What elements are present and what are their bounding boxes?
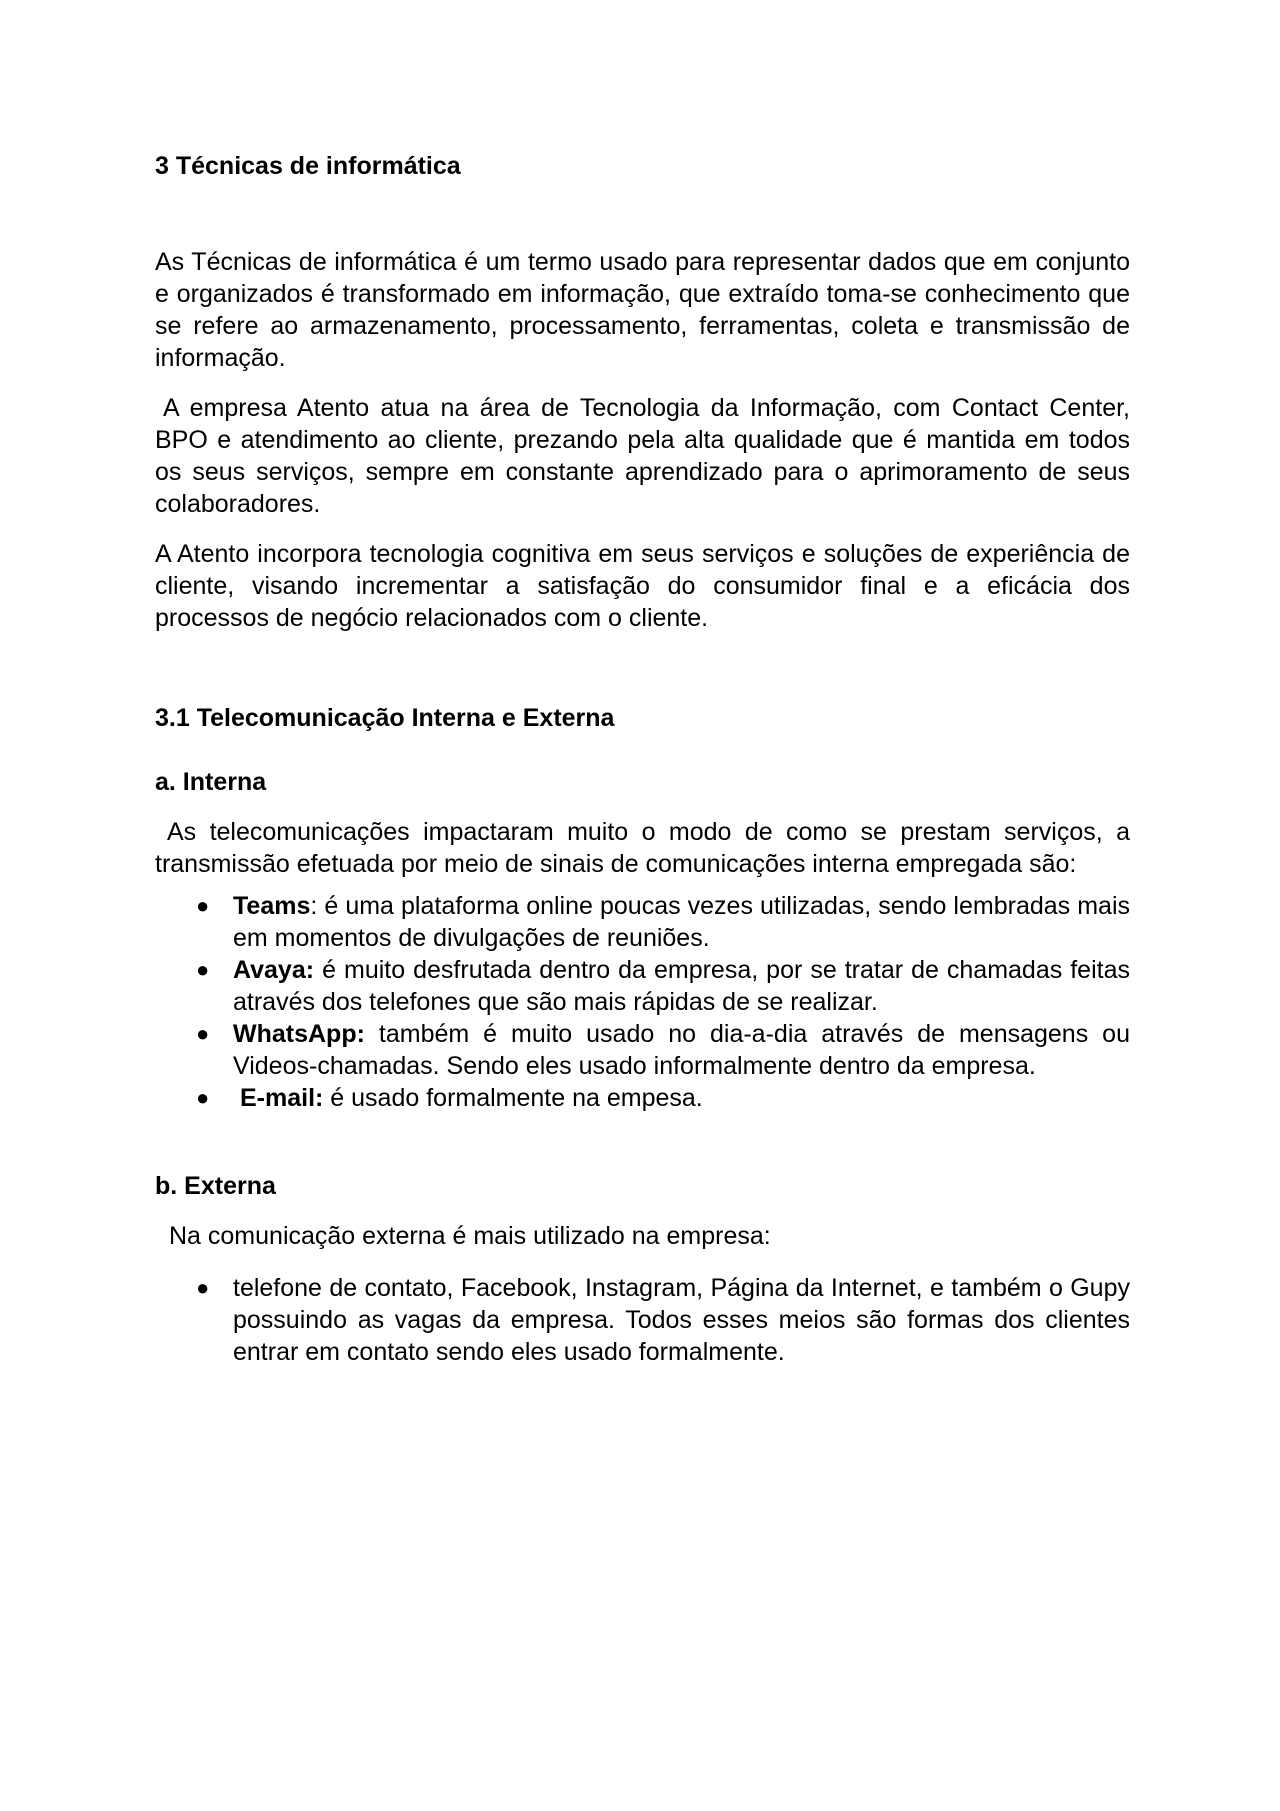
document-page [155, 150, 1130, 1368]
subsection-title: 3.1 Telecomunicação Interna e Externa [155, 704, 615, 732]
list-item [155, 1082, 1130, 1114]
item-term: E-mail: [240, 1084, 324, 1112]
bullet-icon: ● [196, 1021, 210, 1046]
external-intro: Na comunicação externa é mais utilizado na empresa: [169, 1222, 771, 1250]
item-term: WhatsApp: [233, 1020, 365, 1048]
item-term: Avaya: [233, 956, 315, 984]
bullet-icon: ● [196, 957, 210, 982]
item-text: : é uma plataforma online poucas vezes utilizadas, sendo lembradas mais em momentos de divulgações de reuniões. [233, 892, 1130, 952]
item-term: Teams [233, 892, 311, 920]
internal-intro: As telecomunicações impactaram muito o modo de como se prestam serviços, a transmissão efetuada por meio de sinais de comunicações interna empregada são: [155, 818, 1130, 878]
internal-list [155, 890, 1130, 1114]
paragraph-atento-company: A empresa Atento atua na área de Tecnologia da Informação, com Contact Center, BPO e atendimento ao cliente, prezando pela alta qualidade que é mantida em todos os seus serviços, sempre em constante aprendizado para o aprimoramento de seus colaboradores. [155, 394, 1130, 518]
bullet-icon: ● [196, 893, 210, 918]
bullet-icon: ● [196, 1085, 210, 1110]
item-text: também é muito usado no dia-a-dia através de mensagens ou Videos-chamadas. Sendo eles usado informalmente dentro da empresa. [233, 1020, 1130, 1080]
internal-heading: a. Interna [155, 768, 267, 796]
item-text: é muito desfrutada dentro da empresa, por se tratar de chamadas feitas através dos telefones que são mais rápidas de se realizar. [233, 956, 1130, 1016]
external-heading: b. Externa [155, 1172, 276, 1200]
external-list [155, 1272, 1130, 1368]
list-item [155, 890, 1130, 954]
list-item [155, 1018, 1130, 1082]
bullet-icon: ● [196, 1275, 210, 1300]
paragraph-atento-technology: A Atento incorpora tecnologia cognitiva em seus serviços e soluções de experiência de cliente, visando incrementar a satisfação do consumidor final e a eficácia dos processos de negócio relacionados com o cliente. [155, 540, 1130, 632]
list-item [155, 1272, 1130, 1368]
list-item [155, 954, 1130, 1018]
item-text: telefone de contato, Facebook, Instagram, Página da Internet, e também o Gupy possuindo as vagas da empresa. Todos esses meios são formas dos clientes entrar em contato sendo eles usado formalmente. [233, 1274, 1130, 1366]
item-text: é usado formalmente na empesa. [323, 1084, 703, 1112]
section-title: 3 Técnicas de informática [155, 152, 461, 180]
paragraph-intro: As Técnicas de informática é um termo usado para representar dados que em conjunto e organizados é transformado em informação, que extraído toma-se conhecimento que se refere ao armazenamento, processamento, ferramentas, coleta e transmissão de informação. [155, 248, 1130, 372]
